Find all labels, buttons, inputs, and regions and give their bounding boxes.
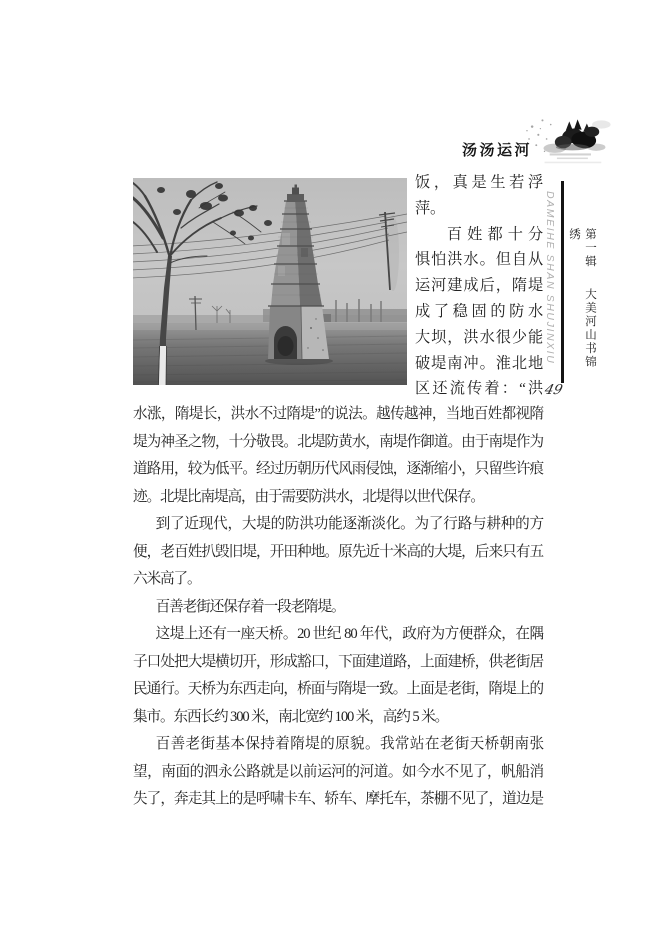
- text-line: 水涨，隋堤长，洪水不过隋堤”的说法。越传越神，当地百姓都视隋: [133, 406, 543, 422]
- text-column-beside-photo: [415, 170, 543, 402]
- sidebar-vertical-rule: [561, 181, 564, 383]
- page-header-title: 汤汤运河: [462, 143, 533, 159]
- ink-wash-rocks: [526, 119, 610, 163]
- text-line: 六米高了。: [133, 571, 201, 587]
- text-line: 惧怕洪水。但自从: [415, 251, 543, 269]
- sidebar-romanized-title: DAMEIHE SHAN SHUJINXIU: [544, 191, 556, 365]
- text-line: 便，老百姓扒毁旧堤，开田种地。原先近十米高的大堤，后来只有五: [133, 543, 543, 560]
- page-number: 49: [543, 382, 565, 398]
- text-line: 百姓都十分: [446, 225, 543, 243]
- text-line: 运河建成后，隋堤: [415, 277, 543, 295]
- text-line: 成了稳固的防水: [415, 302, 543, 320]
- ink-painting-decoration: [523, 108, 628, 172]
- photo-brick-obelisk: [133, 178, 407, 385]
- text-line: 百善老街基本保持着隋堤的原貌。我常站在老街天桥朝南张: [155, 736, 543, 752]
- text-line: 破堤南冲。淮北地: [415, 354, 543, 372]
- text-line: 百善老街还保存着一段老隋堤。: [155, 598, 345, 615]
- text-line: 望，南面的泗永公路就是以前运河的河道。如今水不见了，帆船消: [133, 763, 543, 780]
- series-number: 第一辑: [584, 228, 596, 269]
- text-line: 子口处把大堤横切开，形成豁口，下面建道路，上面建桥，供老街居: [133, 653, 543, 670]
- body-text: [133, 401, 543, 814]
- text-line: 堤为神圣之物，十分敬畏。北堤防黄水，南堤作御道。由于南堤作为: [133, 433, 543, 450]
- text-line: 集市。东西长约 300 米，南北宽约 100 米，高约 5 米。: [133, 708, 449, 725]
- text-line: 道路用，较为低平。经过历朝历代风雨侵蚀，逐渐缩小，只留些许痕: [133, 461, 543, 477]
- text-line: 区还流传着：“洪: [415, 380, 543, 398]
- text-line: 民通行。天桥为东西走向，桥面与隋堤一致。上面是老街，隋堤上的: [133, 681, 543, 697]
- sidebar-series-text: [566, 228, 598, 380]
- series-title: 大美河山书锦绣: [568, 228, 596, 370]
- text-line: 大坝，洪水很少能: [415, 328, 543, 346]
- text-line: 萍。: [415, 199, 445, 217]
- text-line: 失了，奔走其上的是呼啸卡车、轿车、摩托车，茶棚不见了，道边是: [133, 791, 543, 807]
- text-line: 饭，真是生若浮: [415, 174, 543, 191]
- text-line: 这堤上还有一座天桥。20 世纪 80 年代，政府为方便群众，在隅: [155, 626, 543, 642]
- text-line: 迹。北堤比南堤高，由于需要防洪水，北堤得以世代保存。: [133, 488, 484, 505]
- text-line: 到了近现代，大堤的防洪功能逐渐淡化。为了行路与耕种的方: [155, 516, 543, 532]
